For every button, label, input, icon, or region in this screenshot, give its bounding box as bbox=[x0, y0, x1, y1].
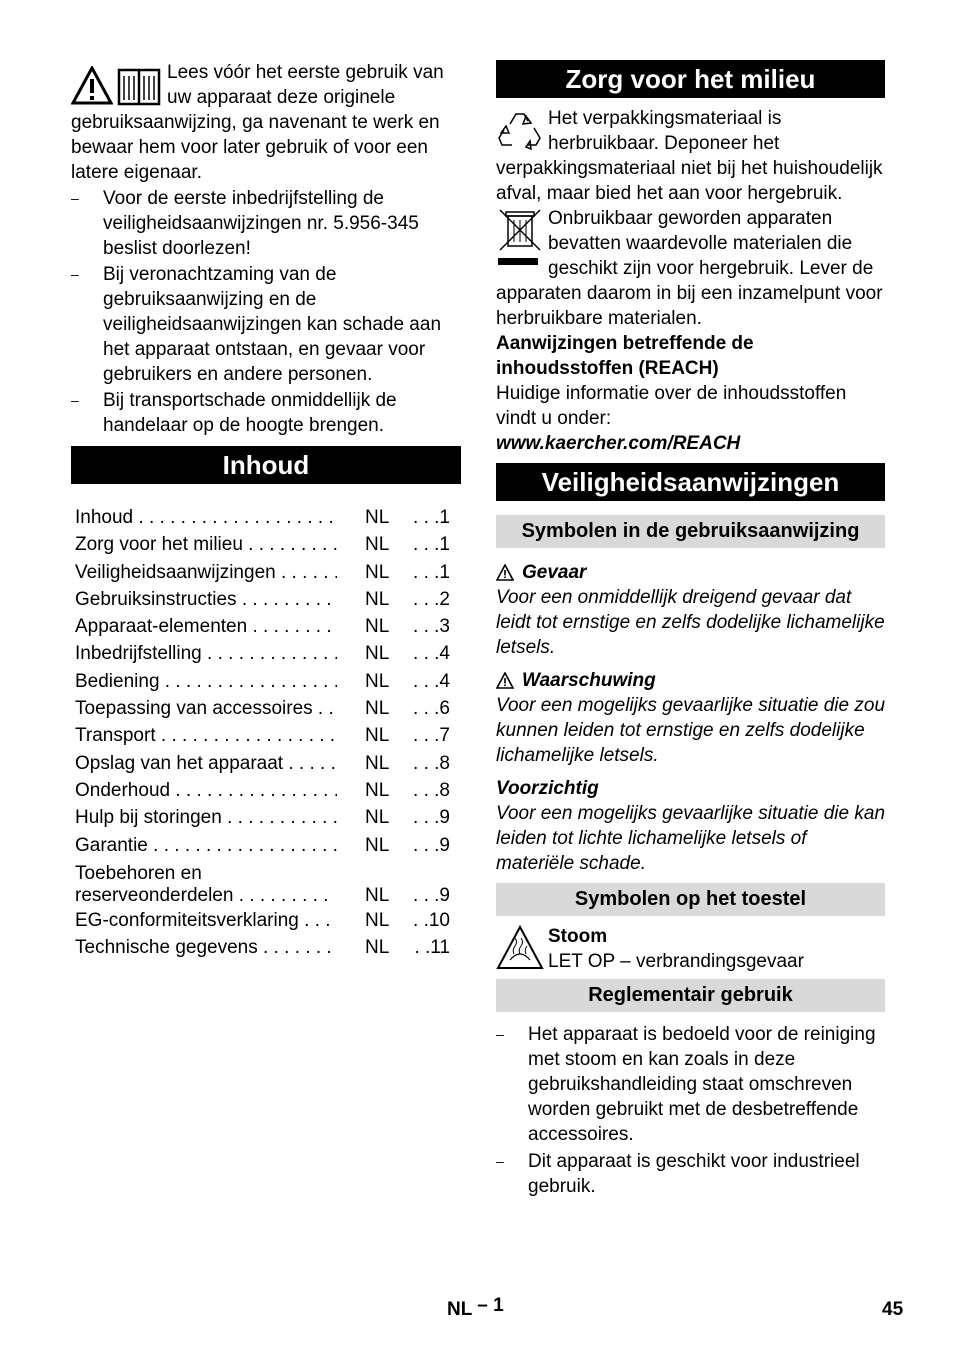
warning-triangle-icon bbox=[496, 564, 514, 581]
reach-heading: Aanwijzingen betreffende de inhoudsstoffen (REACH) bbox=[496, 333, 754, 379]
table-of-contents bbox=[71, 504, 461, 961]
danger-heading: Gevaar bbox=[496, 560, 885, 585]
warning-text: Voor een mogelijks gevaarlijke situatie die zou kunnen leiden tot ernstige en zelfs dodelijke lichamelijke letsels. bbox=[496, 695, 886, 766]
toc-entry-lang: NL bbox=[365, 779, 390, 801]
toc-entry[interactable] bbox=[75, 531, 461, 558]
page-number: 45 bbox=[882, 1299, 904, 1320]
warning-triangle-icon bbox=[71, 66, 113, 106]
caution-text: Voor een mogelijks gevaarlijke situatie die kan leiden tot lichte lichamelijke letsels of materiële schade. bbox=[496, 803, 886, 874]
symbols-device-heading: Symbolen op het toestel bbox=[496, 883, 885, 916]
toc-entry-page: . . .1 bbox=[413, 507, 450, 528]
right-column bbox=[496, 60, 885, 1199]
toc-entry[interactable] bbox=[75, 934, 461, 961]
reach-text: Huidige informatie over de inhoudsstoffen vindt u onder: bbox=[496, 383, 847, 429]
toc-entry-page: . . .9 bbox=[413, 834, 450, 856]
toc-entry-page: . .11 bbox=[414, 937, 450, 959]
toc-entry-lang: NL bbox=[365, 909, 390, 931]
toc-entry-lang: NL bbox=[365, 884, 390, 906]
manual-book-icon bbox=[117, 68, 161, 106]
toc-entry-title: EG-conformiteitsverklaring . . . bbox=[75, 907, 337, 934]
toc-entry[interactable] bbox=[75, 804, 461, 831]
toc-entry-page: . .10 bbox=[413, 909, 450, 931]
toc-entry-title: Toebehoren en reserveonderdelen . . . bbox=[75, 863, 337, 907]
toc-entry-lang: NL bbox=[365, 698, 390, 720]
toc-entry-lang: NL bbox=[365, 807, 390, 829]
toc-entry-page: . . .6 bbox=[413, 698, 450, 720]
toc-entry-page: . . .1 bbox=[413, 534, 450, 556]
toc-entry-title: Toepassing van accessoires . . . bbox=[75, 695, 337, 722]
recycle-paragraph: Het verpakkingsmateriaal is herbruikbaar. Deponeer het verpakkingsmateriaal niet bij het huishoudelijk afval, maar bied het aan voor hergebruik. bbox=[496, 108, 883, 204]
reach-link[interactable]: www.kaercher.com/REACH bbox=[496, 433, 741, 454]
toc-entry-page: . . .4 bbox=[413, 670, 450, 692]
toc-entry-page: . . .9 bbox=[413, 807, 450, 829]
toc-entry-lang: NL bbox=[365, 643, 390, 665]
toc-entry-title: Technische gegevens . . . bbox=[75, 934, 337, 961]
list-item: – Bij transportschade onmiddellijk de handelaar op de hoogte brengen. bbox=[71, 390, 397, 436]
toc-entry[interactable] bbox=[75, 695, 461, 722]
toc-entry[interactable] bbox=[75, 668, 461, 695]
toc-entry-page: . . .2 bbox=[413, 588, 450, 610]
toc-entry[interactable] bbox=[75, 832, 461, 859]
steam-paragraph: Stoom LET OP – verbrandingsgevaar bbox=[496, 924, 885, 974]
toc-entry-lang: NL bbox=[365, 507, 390, 528]
danger-text: Voor een onmiddellijk dreigend gevaar dat leidt tot ernstige en zelfs dodelijke lichamelijke letsels. bbox=[496, 587, 885, 658]
toc-entry-title: Transport . . . bbox=[75, 722, 337, 749]
footer-language: NL – 1 bbox=[447, 1295, 504, 1320]
intro-text: Lees vóór het eerste gebruik van uw apparaat deze originele gebruiksaanwijzing, ga navenant te werk en bewaar hem voor later gebruik of voor een latere eigenaar. bbox=[71, 62, 444, 183]
toc-entry[interactable] bbox=[75, 722, 461, 749]
toc-entry[interactable] bbox=[75, 559, 461, 586]
symbols-manual-heading: Symbolen in de gebruiksaanwijzing bbox=[496, 515, 885, 548]
list-item: – Bij veronachtzaming van de gebruiksaanwijzing en de veiligheidsaanwijzingen kan schade aan het apparaat ontstaan, en gevaar voor gebruikers en andere personen. bbox=[71, 264, 442, 385]
toc-entry-title: Bediening . . . bbox=[75, 668, 337, 695]
toc-heading: Inhoud bbox=[71, 446, 461, 484]
warning-heading: Waarschuwing bbox=[496, 668, 885, 693]
toc-entry-lang: NL bbox=[365, 725, 390, 747]
warning-and-manual-icons bbox=[71, 62, 163, 108]
toc-entry-title: Garantie . . . bbox=[75, 832, 337, 859]
toc-entry-title: Onderhoud . . . bbox=[75, 777, 337, 804]
toc-entry-lang: NL bbox=[365, 752, 390, 774]
toc-entry[interactable] bbox=[75, 750, 461, 777]
toc-entry[interactable] bbox=[75, 613, 461, 640]
toc-entry-lang: NL bbox=[365, 670, 390, 692]
toc-entry-title: Inhoud . . . bbox=[75, 504, 337, 531]
safety-heading: Veiligheidsaanwijzingen bbox=[496, 463, 885, 501]
list-item: – Het apparaat is bedoeld voor de reiniging met stoom en kan zoals in deze gebruikshandleiding staat omschreven worden gebruikt met de desbetreffende accessoires. bbox=[496, 1024, 876, 1145]
toc-entry-title: Gebruiksinstructies . . . bbox=[75, 586, 337, 613]
environment-heading: Zorg voor het milieu bbox=[496, 60, 885, 98]
recycle-icon bbox=[496, 106, 544, 154]
toc-entry[interactable] bbox=[75, 640, 461, 667]
toc-entry[interactable] bbox=[75, 777, 461, 804]
toc-entry-page: . . .3 bbox=[413, 616, 450, 638]
steam-warning-icon bbox=[496, 924, 544, 972]
toc-entry[interactable] bbox=[75, 504, 461, 531]
weee-paragraph: Onbruikbaar geworden apparaten bevatten waardevolle materialen die geschikt zijn voor hergebruik. Lever de apparaten daarom in bij een inzamelpunt voor herbruikbare materialen. bbox=[496, 208, 883, 329]
toc-entry-page: . . .4 bbox=[413, 643, 450, 665]
crossed-bin-icon bbox=[496, 206, 544, 268]
use-heading: Reglementair gebruik bbox=[496, 979, 885, 1012]
toc-entry[interactable] bbox=[75, 907, 461, 934]
warning-triangle-icon bbox=[496, 672, 514, 689]
list-item: – Dit apparaat is geschikt voor industrieel gebruik. bbox=[496, 1151, 860, 1197]
intro-bullets bbox=[71, 186, 461, 438]
toc-entry-page: . . .8 bbox=[413, 752, 450, 774]
toc-entry-lang: NL bbox=[365, 937, 390, 959]
list-item: – Voor de eerste inbedrijfstelling de veiligheidsaanwijzingen nr. 5.956-345 beslist doorlezen! bbox=[71, 188, 419, 259]
toc-entry-title: Opslag van het apparaat . . . bbox=[75, 750, 337, 777]
toc-entry[interactable] bbox=[75, 586, 461, 613]
left-column bbox=[71, 60, 461, 961]
toc-entry-page: . . .9 bbox=[413, 884, 450, 906]
toc-entry-lang: NL bbox=[365, 834, 390, 856]
toc-entry-page: . . .1 bbox=[413, 561, 450, 583]
toc-entry-title: Hulp bij storingen . . . bbox=[75, 804, 337, 831]
toc-entry-title: Veiligheidsaanwijzingen . . . bbox=[75, 559, 337, 586]
caution-heading: Voorzichtig bbox=[496, 778, 599, 799]
toc-entry-lang: NL bbox=[365, 588, 390, 610]
use-bullets bbox=[496, 1022, 885, 1199]
toc-entry-page: . . .8 bbox=[413, 779, 450, 801]
toc-entry-lang: NL bbox=[365, 561, 390, 583]
toc-entry-lang: NL bbox=[365, 616, 390, 638]
toc-entry-title: Zorg voor het milieu . . . bbox=[75, 531, 337, 558]
toc-entry[interactable] bbox=[75, 859, 461, 907]
toc-entry-lang: NL bbox=[365, 534, 390, 556]
toc-entry-title: Inbedrijfstelling . . . bbox=[75, 640, 337, 667]
toc-entry-page: . . .7 bbox=[413, 725, 450, 747]
toc-entry-title: Apparaat-elementen . . . bbox=[75, 613, 337, 640]
intro bbox=[71, 60, 461, 185]
